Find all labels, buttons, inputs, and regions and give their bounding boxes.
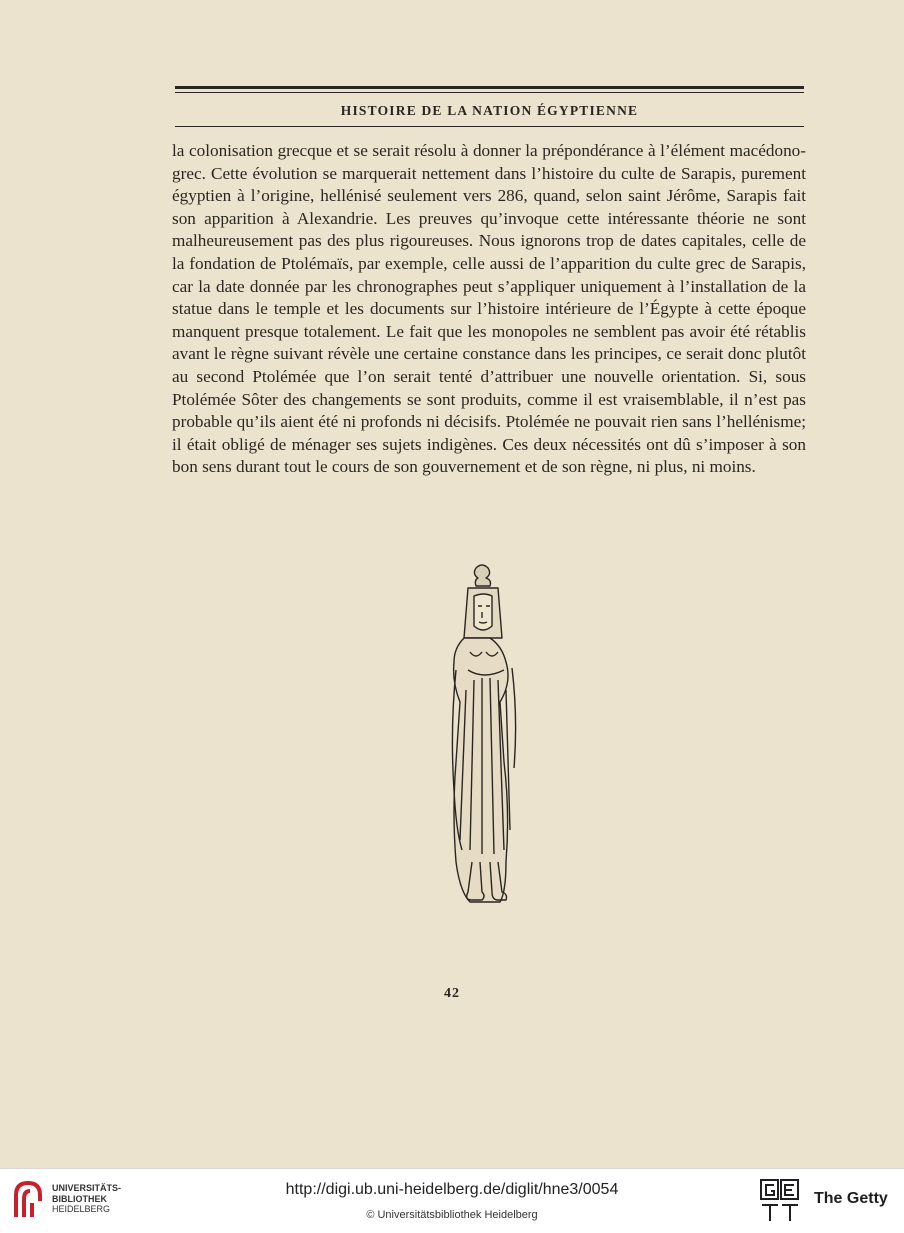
library-line-2: BIBLIOTHEK — [52, 1193, 107, 1204]
permalink-url[interactable]: http://digi.ub.uni-heidelberg.de/diglit/hne3/0054 — [285, 1181, 619, 1198]
getty-logo-icon[interactable] — [760, 1179, 800, 1223]
partner-name: The Getty — [814, 1190, 888, 1207]
library-line-3: HEIDELBERG — [52, 1204, 111, 1214]
body-paragraph: la colonisation grecque et se serait résolu à donner la prépondérance à l’élément macédono-grec. Cette évolution se marquerait nettement dans l’histoire du culte de Sarapis, purement égyptien à l’origine, hellénisé seulement vers 286, quand, selon saint Jérôme, Sarapis fait son apparition à Alexandrie. Les preuves qu’invoque cette intéressante théorie ne sont malheureusement pas des plus rigoureuses. Nous ignorons trop de dates capitales, celle de la fondation de Ptolémaïs, par exemple, celle aussi de l’apparition du culte grec de Sarapis, car la date donnée par les chronographes peut s’appliquer uniquement à l’installation de la statue dans le temple et les documents sur l’histoire intérieure de l’Égypte à cette époque manquent presque totalement. Le fait que les monopoles ne semblent pas avoir été rétablis avant le règne suivant révèle une certaine constance dans les principes, ce serait donc plutôt au second Ptolémée que l’on serait tenté d’attribuer une nouvelle orientation. Si, sous Ptolémée Sôter des changements se sont produits, comme il est vraisemblable, il n’est pas probable qu’ils aient été ni profonds ni décisifs. Ptolémée ne pouvait rien sans l’hellénisme; il était obligé de ménager ses sujets indigènes. Ces deux nécessités ont dû s’imposer à son bon sens durant tout le cours de son gouvernement et de son règne, ni plus, ni moins. — [172, 141, 806, 477]
header-rule-thin — [175, 92, 804, 93]
ptolemaic-statuette-icon — [428, 560, 538, 920]
header-rule-bottom — [175, 126, 804, 127]
viewer-footer — [0, 1168, 904, 1233]
library-line-1: UNIVERSITÄTS- — [52, 1183, 122, 1193]
copyright-notice: © Universitätsbibliothek Heidelberg — [366, 1209, 538, 1221]
running-head: HISTOIRE DE LA NATION ÉGYPTIENNE — [340, 103, 639, 118]
header-rule-thick — [175, 86, 804, 89]
page-number: 42 — [444, 986, 460, 1001]
body-text — [172, 140, 806, 479]
